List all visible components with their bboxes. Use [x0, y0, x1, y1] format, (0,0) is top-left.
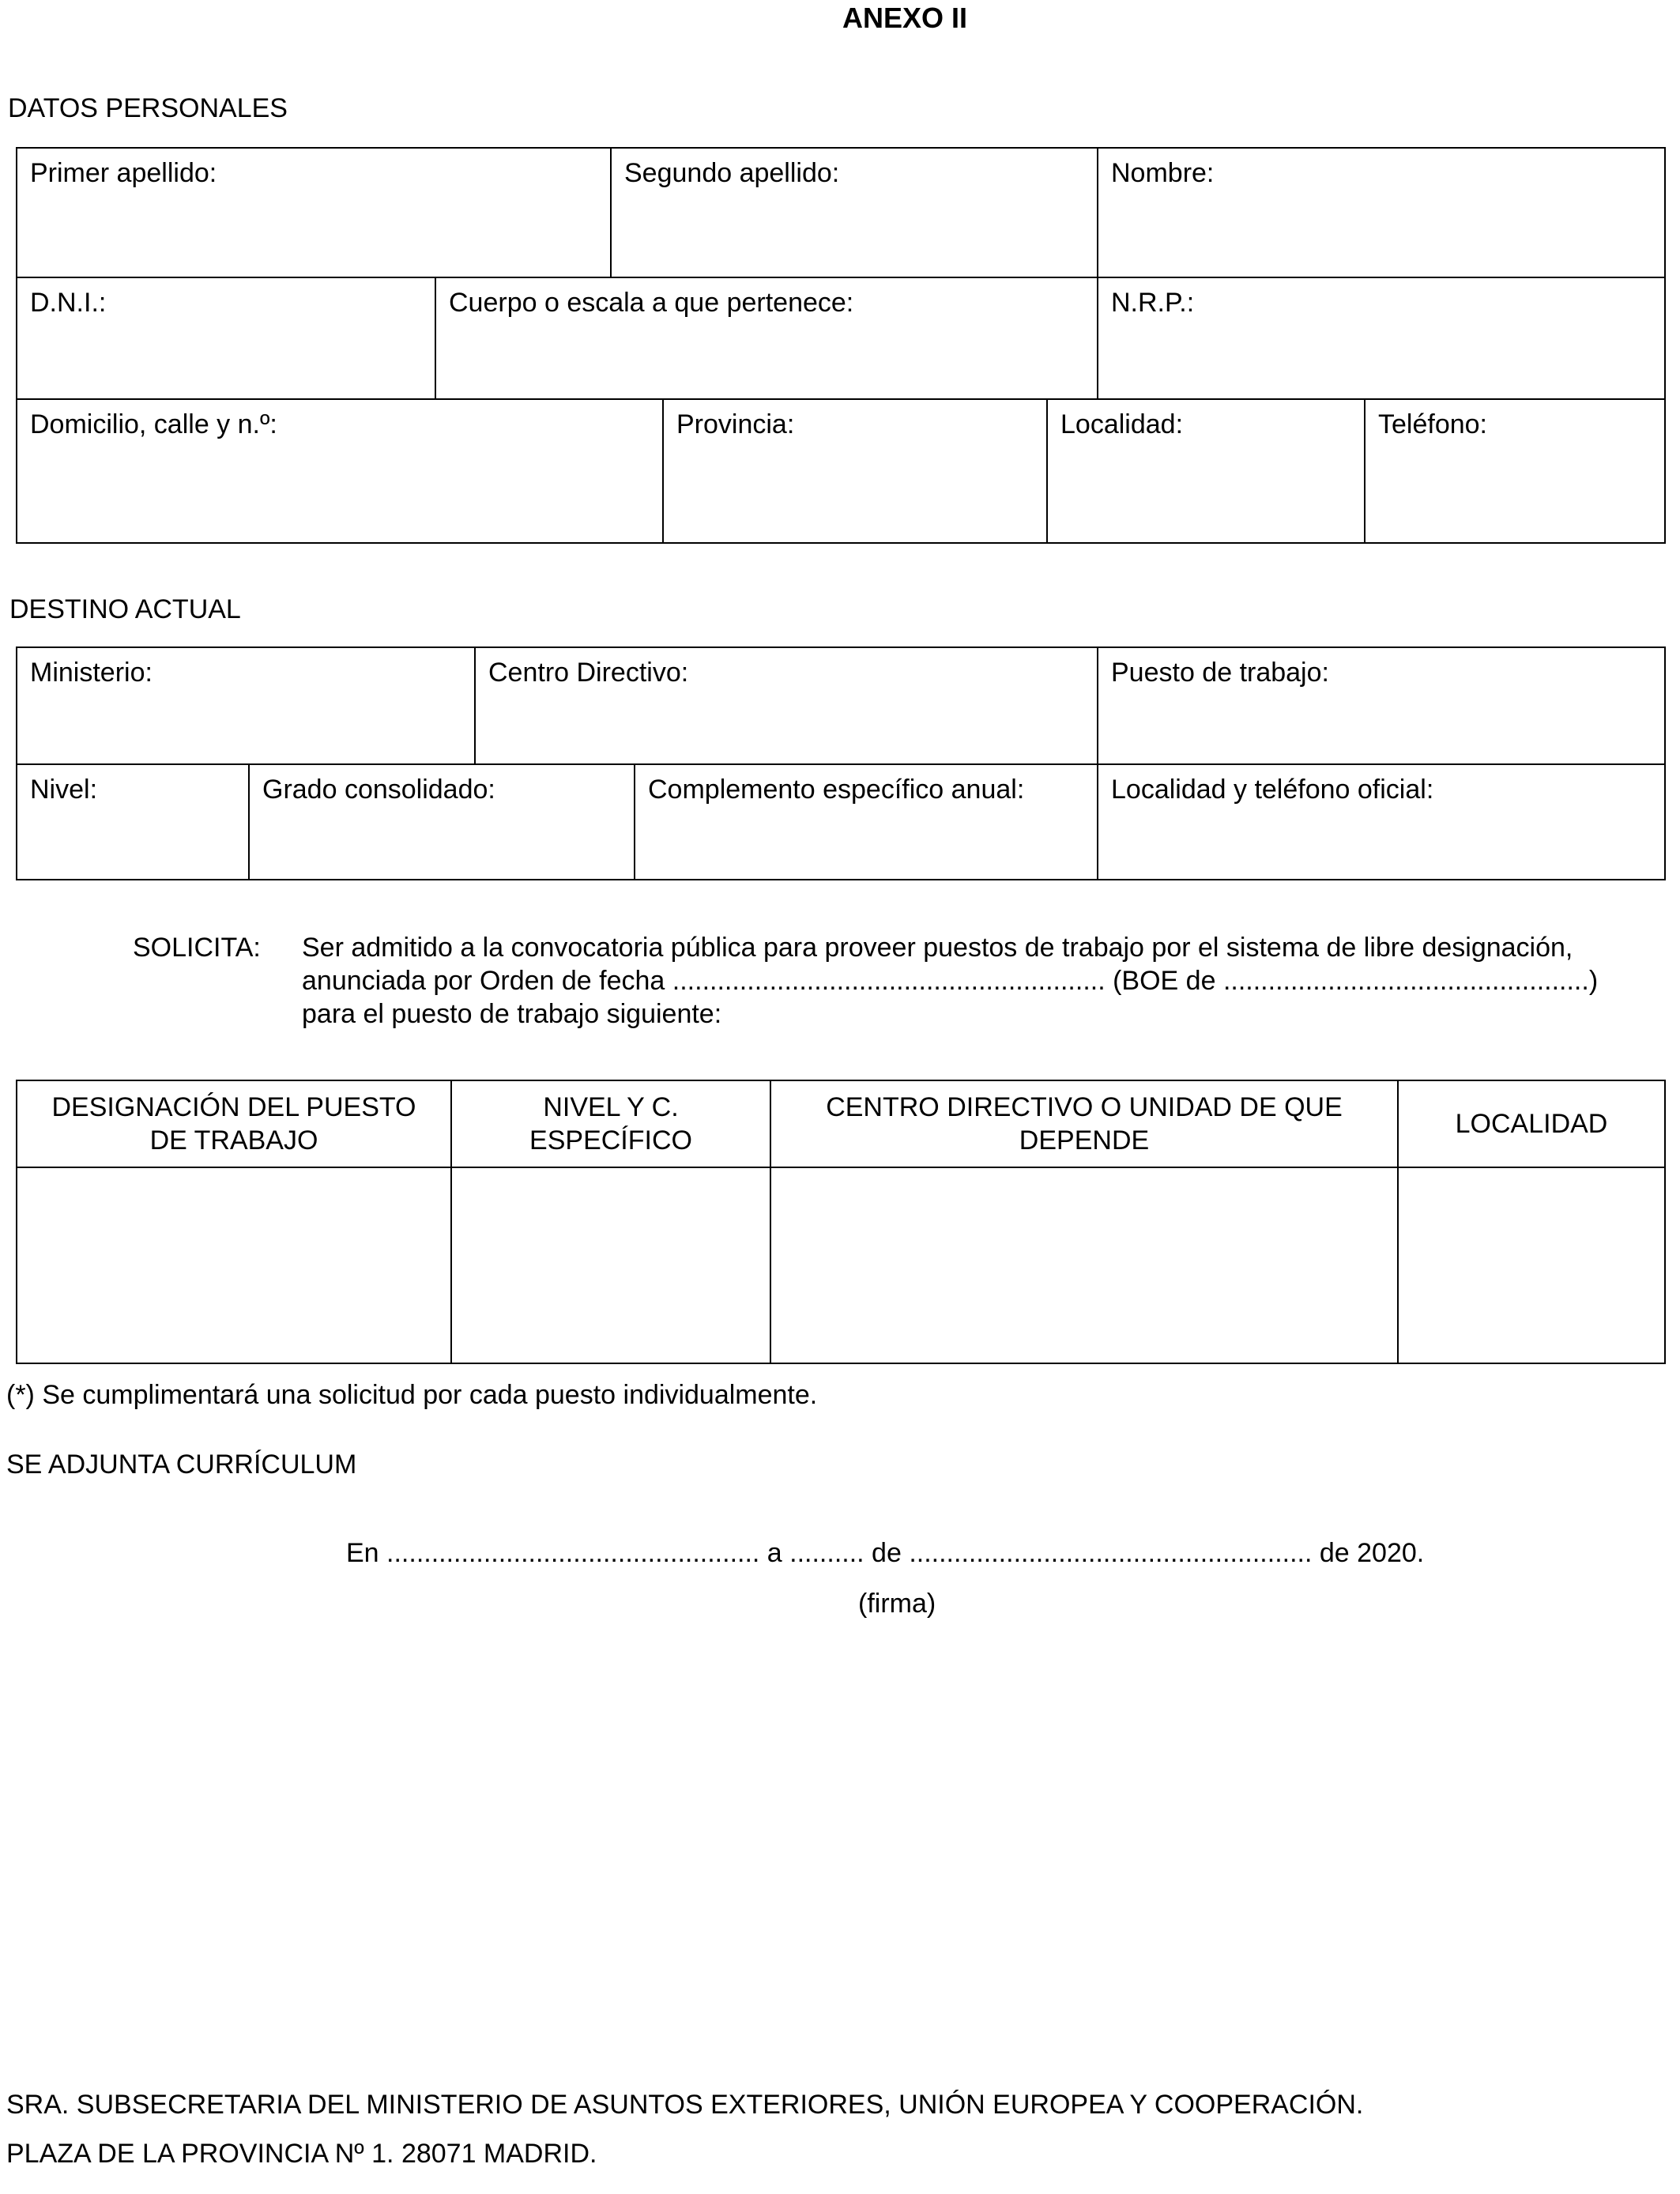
header-designacion-line-1: DESIGNACIÓN DEL PUESTO — [51, 1092, 416, 1122]
footer-line-2: PLAZA DE LA PROVINCIA Nº 1. 28071 MADRID. — [6, 2139, 597, 2169]
cuerpo-field[interactable] — [435, 277, 1098, 400]
segundo-apellido-field[interactable] — [610, 147, 1098, 278]
complemento-label: Complemento específico anual: — [648, 775, 1025, 805]
nombre-label: Nombre: — [1111, 158, 1215, 188]
dni-label: D.N.I.: — [30, 288, 107, 318]
header-centro-line-2: DEPENDE — [1019, 1125, 1150, 1155]
ministerio-label: Ministerio: — [30, 658, 153, 688]
document-title: ANEXO II — [842, 2, 968, 34]
telefono-label: Teléfono: — [1378, 409, 1487, 439]
solicita-line-1: Ser admitido a la convocatoria pública para proveer puestos de trabajo por el sistema de libre designación, — [302, 933, 1573, 963]
domicilio-field[interactable] — [16, 398, 664, 544]
puesto-designacion-cell[interactable] — [16, 1167, 452, 1364]
header-localidad-line-1: LOCALIDAD — [1455, 1109, 1608, 1139]
nivel-label: Nivel: — [30, 775, 98, 805]
nivel-field[interactable] — [16, 763, 250, 880]
puesto-field[interactable] — [1097, 647, 1666, 765]
header-designacion — [16, 1080, 452, 1168]
header-nivel-line-1: NIVEL Y C. — [543, 1092, 679, 1122]
note: (*) Se cumplimentará una solicitud por cada puesto individualmente. — [6, 1380, 818, 1410]
solicita-line-3: para el puesto de trabajo siguiente: — [302, 999, 722, 1029]
puesto-nivel-cell[interactable] — [450, 1167, 771, 1364]
complemento-field[interactable] — [634, 763, 1098, 880]
datos-personales-heading: DATOS PERSONALES — [8, 93, 288, 123]
localidad-field[interactable] — [1046, 398, 1365, 544]
signature-place-date: En .................................................. a .......... de ...................................................... de 2020. — [346, 1538, 1425, 1568]
solicita-line-2: anunciada por Orden de fecha .......................................................... (BOE de .................................................) — [302, 966, 1599, 996]
puesto-localidad-cell[interactable] — [1397, 1167, 1666, 1364]
puesto-label: Puesto de trabajo: — [1111, 658, 1329, 688]
puesto-centro-cell[interactable] — [770, 1167, 1399, 1364]
grado-field[interactable] — [248, 763, 635, 880]
centro-directivo-field[interactable] — [474, 647, 1098, 765]
signature-firma: (firma) — [858, 1589, 936, 1619]
centro-directivo-label: Centro Directivo: — [488, 658, 689, 688]
grado-label: Grado consolidado: — [262, 775, 495, 805]
nrp-label: N.R.P.: — [1111, 288, 1195, 318]
header-localidad — [1397, 1080, 1666, 1168]
provincia-field[interactable] — [662, 398, 1048, 544]
header-designacion-line-2: DE TRABAJO — [149, 1125, 318, 1155]
nombre-field[interactable] — [1097, 147, 1666, 278]
nrp-field[interactable] — [1097, 277, 1666, 400]
adjunta-curriculum: SE ADJUNTA CURRÍCULUM — [6, 1449, 357, 1480]
destino-actual-heading: DESTINO ACTUAL — [9, 594, 241, 624]
primer-apellido-label: Primer apellido: — [30, 158, 217, 188]
solicita-label: SOLICITA: — [133, 933, 261, 963]
header-nivel — [450, 1080, 771, 1168]
localidad-label: Localidad: — [1060, 409, 1184, 439]
dni-field[interactable] — [16, 277, 436, 400]
primer-apellido-field[interactable] — [16, 147, 612, 278]
provincia-label: Provincia: — [676, 409, 795, 439]
localidad-telefono-field[interactable] — [1097, 763, 1666, 880]
telefono-field[interactable] — [1364, 398, 1666, 544]
header-centro — [770, 1080, 1399, 1168]
localidad-telefono-label: Localidad y teléfono oficial: — [1111, 775, 1434, 805]
header-nivel-line-2: ESPECÍFICO — [529, 1125, 692, 1155]
header-centro-line-1: CENTRO DIRECTIVO O UNIDAD DE QUE — [826, 1092, 1343, 1122]
domicilio-label: Domicilio, calle y n.º: — [30, 409, 277, 439]
footer-line-1: SRA. SUBSECRETARIA DEL MINISTERIO DE ASUNTOS EXTERIORES, UNIÓN EUROPEA Y COOPERACIÓN. — [6, 2090, 1364, 2120]
segundo-apellido-label: Segundo apellido: — [624, 158, 840, 188]
cuerpo-label: Cuerpo o escala a que pertenece: — [449, 288, 854, 318]
ministerio-field[interactable] — [16, 647, 476, 765]
